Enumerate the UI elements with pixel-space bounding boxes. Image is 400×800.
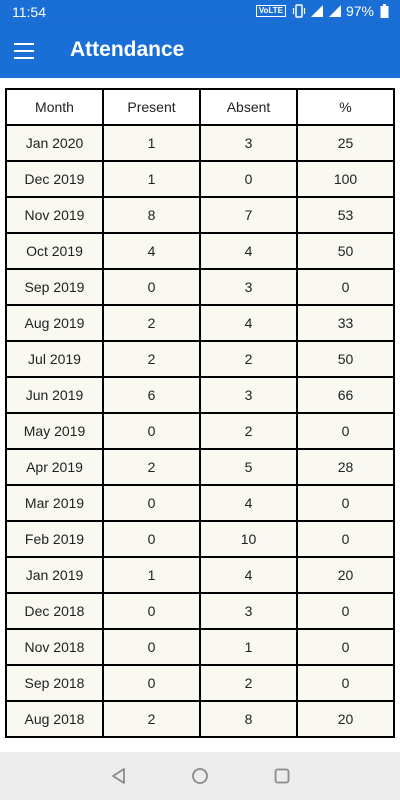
cell-present: 2 bbox=[103, 701, 200, 737]
cell-percent: 0 bbox=[297, 485, 394, 521]
table-row bbox=[6, 197, 394, 233]
cell-absent: 7 bbox=[200, 197, 297, 233]
cell-percent: 25 bbox=[297, 125, 394, 161]
cell-absent: 3 bbox=[200, 377, 297, 413]
cell-absent: 2 bbox=[200, 413, 297, 449]
cell-percent: 0 bbox=[297, 521, 394, 557]
cell-present: 2 bbox=[103, 305, 200, 341]
column-header-month: Month bbox=[6, 89, 103, 125]
cell-absent: 3 bbox=[200, 593, 297, 629]
table-row bbox=[6, 305, 394, 341]
cell-percent: 53 bbox=[297, 197, 394, 233]
cell-present: 0 bbox=[103, 413, 200, 449]
status-time: 11:54 bbox=[12, 4, 46, 20]
table-row bbox=[6, 593, 394, 629]
cell-month: Dec 2018 bbox=[6, 593, 103, 629]
table-row bbox=[6, 449, 394, 485]
cell-percent: 20 bbox=[297, 701, 394, 737]
cell-absent: 5 bbox=[200, 449, 297, 485]
cell-month: Jun 2019 bbox=[6, 377, 103, 413]
cell-percent: 50 bbox=[297, 341, 394, 377]
cell-percent: 50 bbox=[297, 233, 394, 269]
back-triangle-icon[interactable] bbox=[107, 764, 131, 788]
cell-present: 2 bbox=[103, 341, 200, 377]
table-row bbox=[6, 233, 394, 269]
cell-percent: 33 bbox=[297, 305, 394, 341]
cell-present: 6 bbox=[103, 377, 200, 413]
cell-percent: 0 bbox=[297, 269, 394, 305]
cell-present: 1 bbox=[103, 125, 200, 161]
cell-month: Aug 2018 bbox=[6, 701, 103, 737]
home-circle-icon[interactable] bbox=[188, 764, 212, 788]
table-row bbox=[6, 701, 394, 737]
cell-percent: 28 bbox=[297, 449, 394, 485]
cell-month: Sep 2018 bbox=[6, 665, 103, 701]
cell-month: Nov 2018 bbox=[6, 629, 103, 665]
signal-icon bbox=[310, 4, 322, 18]
cell-present: 0 bbox=[103, 665, 200, 701]
table-row bbox=[6, 341, 394, 377]
recents-square-icon[interactable] bbox=[270, 764, 294, 788]
column-header-percent: % bbox=[297, 89, 394, 125]
table-row bbox=[6, 125, 394, 161]
cell-present: 1 bbox=[103, 161, 200, 197]
cell-month: Oct 2019 bbox=[6, 233, 103, 269]
signal-icon-secondary bbox=[328, 4, 340, 18]
cell-absent: 2 bbox=[200, 341, 297, 377]
cell-present: 2 bbox=[103, 449, 200, 485]
cell-present: 0 bbox=[103, 629, 200, 665]
cell-month: May 2019 bbox=[6, 413, 103, 449]
cell-month: Nov 2019 bbox=[6, 197, 103, 233]
cell-absent: 3 bbox=[200, 125, 297, 161]
cell-present: 8 bbox=[103, 197, 200, 233]
cell-absent: 3 bbox=[200, 269, 297, 305]
cell-month: Feb 2019 bbox=[6, 521, 103, 557]
cell-absent: 2 bbox=[200, 665, 297, 701]
app-bar bbox=[0, 24, 400, 78]
table-row bbox=[6, 665, 394, 701]
battery-percent: 97% bbox=[345, 3, 374, 19]
table-header-row bbox=[6, 89, 394, 125]
cell-month: Dec 2019 bbox=[6, 161, 103, 197]
cell-absent: 10 bbox=[200, 521, 297, 557]
cell-absent: 4 bbox=[200, 305, 297, 341]
cell-absent: 4 bbox=[200, 485, 297, 521]
volte-badge: VoLTE bbox=[256, 5, 286, 17]
battery-icon bbox=[380, 4, 392, 18]
cell-month: Jan 2020 bbox=[6, 125, 103, 161]
table-row bbox=[6, 557, 394, 593]
cell-percent: 20 bbox=[297, 557, 394, 593]
table-row bbox=[6, 377, 394, 413]
cell-month: Mar 2019 bbox=[6, 485, 103, 521]
cell-absent: 0 bbox=[200, 161, 297, 197]
cell-absent: 4 bbox=[200, 557, 297, 593]
cell-month: Aug 2019 bbox=[6, 305, 103, 341]
table-row bbox=[6, 629, 394, 665]
status-bar bbox=[0, 0, 400, 24]
cell-percent: 0 bbox=[297, 665, 394, 701]
hamburger-menu-icon[interactable] bbox=[14, 39, 40, 63]
cell-percent: 66 bbox=[297, 377, 394, 413]
cell-absent: 8 bbox=[200, 701, 297, 737]
cell-percent: 0 bbox=[297, 629, 394, 665]
cell-absent: 4 bbox=[200, 233, 297, 269]
table-row bbox=[6, 521, 394, 557]
cell-present: 0 bbox=[103, 593, 200, 629]
cell-present: 4 bbox=[103, 233, 200, 269]
attendance-table bbox=[5, 88, 395, 738]
cell-present: 1 bbox=[103, 557, 200, 593]
status-icons bbox=[256, 3, 392, 19]
cell-percent: 0 bbox=[297, 413, 394, 449]
page-title: Attendance bbox=[70, 38, 185, 61]
cell-month: Apr 2019 bbox=[6, 449, 103, 485]
cell-present: 0 bbox=[103, 485, 200, 521]
vibrate-icon bbox=[292, 4, 304, 18]
cell-month: Sep 2019 bbox=[6, 269, 103, 305]
cell-present: 0 bbox=[103, 521, 200, 557]
table-row bbox=[6, 485, 394, 521]
cell-absent: 1 bbox=[200, 629, 297, 665]
table-row bbox=[6, 413, 394, 449]
system-navigation-bar bbox=[0, 752, 400, 800]
cell-percent: 100 bbox=[297, 161, 394, 197]
cell-present: 0 bbox=[103, 269, 200, 305]
cell-month: Jul 2019 bbox=[6, 341, 103, 377]
table-row bbox=[6, 161, 394, 197]
table-row bbox=[6, 269, 394, 305]
column-header-absent: Absent bbox=[200, 89, 297, 125]
column-header-present: Present bbox=[103, 89, 200, 125]
attendance-content[interactable] bbox=[0, 78, 400, 752]
cell-month: Jan 2019 bbox=[6, 557, 103, 593]
cell-percent: 0 bbox=[297, 593, 394, 629]
